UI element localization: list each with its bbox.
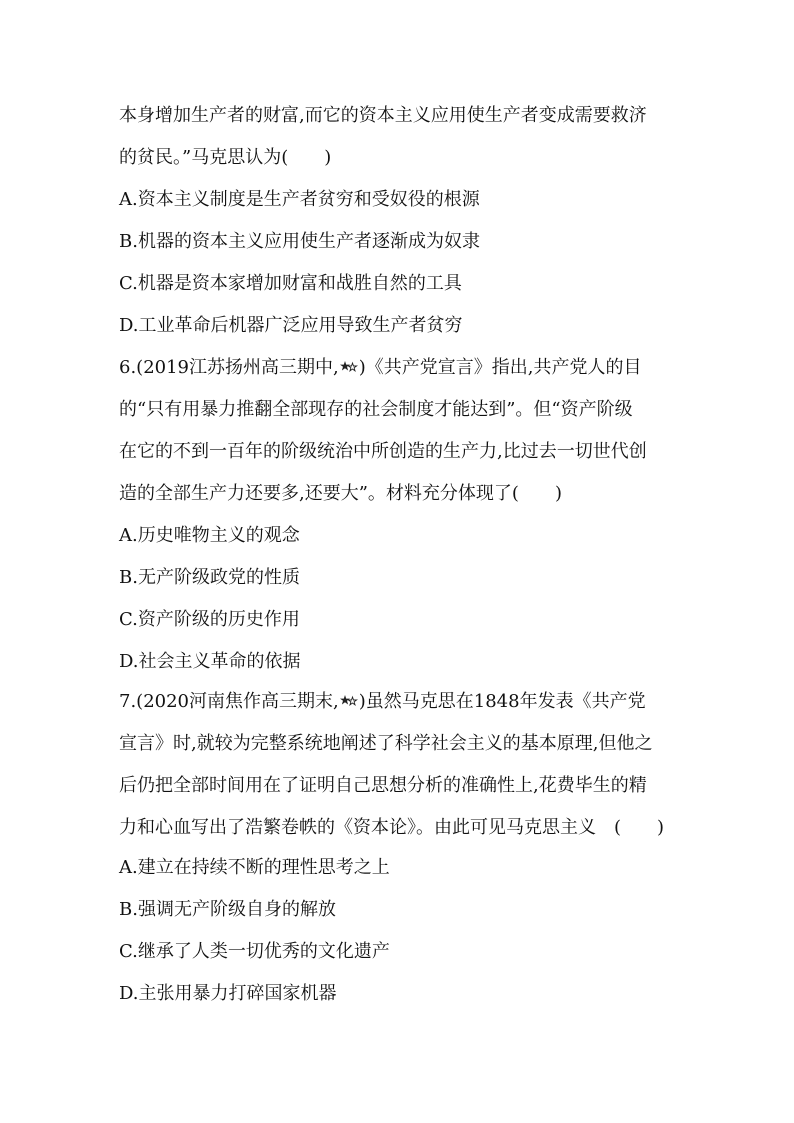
q6-option-b: B.无产阶级政党的性质 xyxy=(119,567,300,588)
q5-stem-line-2: 的贫民。”马克思认为( ) xyxy=(119,147,332,168)
q7-option-c: C.继承了人类一切优秀的文化遗产 xyxy=(119,941,390,962)
q5-option-c: C.机器是资本家增加财富和战胜自然的工具 xyxy=(119,273,462,294)
q7-stem-line-3: 后仍把全部时间用在了证明自己思想分析的准确性上,花费毕生的精 xyxy=(119,775,647,796)
q6-stem-line-3: 在它的不到一百年的阶级统治中所创造的生产力,比过去一切世代创 xyxy=(119,441,647,462)
q7-option-a: A.建立在持续不断的理性思考之上 xyxy=(119,857,390,878)
q5-stem-line-1: 本身增加生产者的财富,而它的资本主义应用使生产者变成需要救济 xyxy=(119,105,647,126)
q7-stem-line-1 xyxy=(119,690,689,714)
q7-stem-line-1-rest: )虽然马克思在1848年发表《共产党 xyxy=(358,691,646,712)
q5-option-a: A.资本主义制度是生产者贫穷和受奴役的根源 xyxy=(119,189,480,210)
q6-option-c: C.资产阶级的历史作用 xyxy=(119,609,300,630)
q7-option-b: B.强调无产阶级自身的解放 xyxy=(119,899,336,920)
two-star-difficulty-icon xyxy=(340,694,358,708)
q6-stem-line-1-rest: )《共产党宣言》指出,共产党人的目 xyxy=(358,357,642,378)
q7-stem-line-4: 力和心血写出了浩繁卷帙的《资本论》。由此可见马克思主义 ( ) xyxy=(119,817,665,838)
q6-stem-line-1 xyxy=(119,356,689,380)
q6-option-d: D.社会主义革命的依据 xyxy=(119,651,301,672)
q6-option-a: A.历史唯物主义的观念 xyxy=(119,525,300,546)
q7-source: 7.(2020河南焦作高三期末, xyxy=(119,691,339,712)
q7-stem-line-2: 宣言》时,就较为完整系统地阐述了科学社会主义的基本原理,但他之 xyxy=(119,733,653,754)
q6-source: 6.(2019江苏扬州高三期中, xyxy=(119,357,339,378)
q6-stem-line-2: 的“只有用暴力推翻全部现存的社会制度才能达到”。但“资产阶级 xyxy=(119,399,633,420)
q6-stem-line-4: 造的全部生产力还要多,还要大”。材料充分体现了( ) xyxy=(119,483,562,504)
q7-option-d: D.主张用暴力打碎国家机器 xyxy=(119,983,337,1004)
q5-option-d: D.工业革命后机器广泛应用导致生产者贫穷 xyxy=(119,315,463,336)
q5-option-b: B.机器的资本主义应用使生产者逐渐成为奴隶 xyxy=(119,231,480,252)
two-star-difficulty-icon xyxy=(340,360,358,374)
